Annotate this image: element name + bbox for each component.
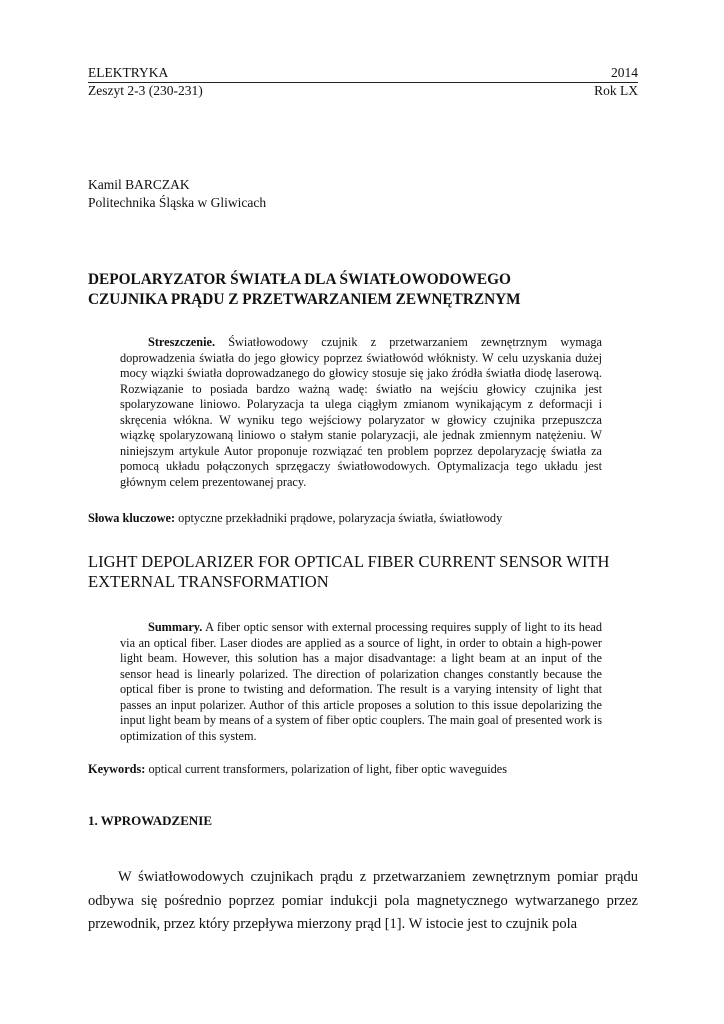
journal-year: 2014: [611, 65, 638, 80]
title-english-line-1: LIGHT DEPOLARIZER FOR OPTICAL FIBER CURRENT SENSOR WITH: [88, 552, 610, 571]
keywords-polish: [88, 510, 638, 526]
running-header-bottom: [88, 83, 638, 99]
keywords-english-text: optical current transformers, polarization of light, fiber optic waveguides: [145, 762, 508, 776]
keywords-english-label: Keywords:: [88, 762, 146, 776]
abstract-polish-label: Streszczenie.: [148, 335, 216, 349]
section-heading: 1. WPROWADZENIE: [88, 813, 213, 828]
body-paragraph-text: W światłowodowych czujnikach prądu z przetwarzaniem zewnętrznym pomiar prądu odbywa się pośrednio poprzez pomiar indukcji pola magnetycznego wytwarzanego przez przewodnik, przez który przepływa mierzony prąd [1]. W istocie jest to czujnik pola: [88, 869, 638, 932]
journal-volume: Rok LX: [594, 83, 638, 98]
keywords-polish-text: optyczne przekładniki prądowe, polaryzacja światła, światłowody: [175, 511, 503, 525]
keywords-polish-label: Słowa kluczowe:: [88, 511, 176, 525]
title-english-line-2: EXTERNAL TRANSFORMATION: [88, 572, 329, 591]
keywords-english: [88, 761, 638, 777]
author-affiliation: Politechnika Śląska w Gliwicach: [88, 195, 267, 210]
abstract-english: [120, 620, 602, 744]
author-block: [88, 176, 266, 212]
abstract-english-label: Summary.: [148, 620, 203, 634]
running-header-top: [88, 65, 638, 83]
journal-issue: Zeszyt 2-3 (230-231): [88, 83, 203, 98]
journal-name: ELEKTRYKA: [88, 65, 169, 80]
author-name: Kamil BARCZAK: [88, 177, 190, 192]
title-polish: [88, 270, 638, 310]
title-polish-line-1: DEPOLARYZATOR ŚWIATŁA DLA ŚWIATŁOWODOWEGO: [88, 271, 511, 288]
body-paragraph: [88, 866, 638, 937]
abstract-english-text: A fiber optic sensor with external processing requires supply of light to its head via an optical fiber. Laser diodes are applied as a source of light, in order to obtain a high-power light beam. However, this solution has a major disadvantage: a light beam at an input of the sensor head is linearly polarized. The direction of polarization changes constantly because the optical fiber is prone to twisting and deformation. The result is a varying intensity of light that passes an input polarizer. Author of this article proposes a solution to this issue depolarizing the input light beam by means of a system of fiber optic couplers. The main goal of presented work is optimization of this system.: [120, 620, 602, 743]
abstract-polish-text: Światłowodowy czujnik z przetwarzaniem zewnętrznym wymaga doprowadzenia światła do jego głowicy poprzez światłowód włóknisty. W celu uzyskania dużej mocy wiązki światła doprowadzanego do głowicy stosuje się jako źródła światła diodę laserową. Rozwiązanie to posiada bardzo ważną wadę: światło na wejściu głowicy czujnika jest spolaryzowane liniowo. Polaryzacja ta ulega ciągłym zmianom wynikającym z deformacji i skręcenia włókna. W wyniku tego wejściowy polaryzator w głowicy czujnika przepuszcza wiązkę spolaryzowaną liniowo o stałym stanie polaryzacji, ale jednak zmiennym natężeniu. W niniejszym artykule Autor proponuje rozwiązać ten problem poprzez depolaryzację światła za pomocą układu połączonych sprzęgaczy światłowodowych. Optymalizacja tego układu jest głównym celem prezentowanej pracy.: [120, 335, 602, 489]
title-polish-line-2: CZUJNIKA PRĄDU Z PRZETWARZANIEM ZEWNĘTRZNYM: [88, 291, 521, 308]
title-english: [88, 552, 638, 592]
abstract-polish: [120, 335, 602, 490]
